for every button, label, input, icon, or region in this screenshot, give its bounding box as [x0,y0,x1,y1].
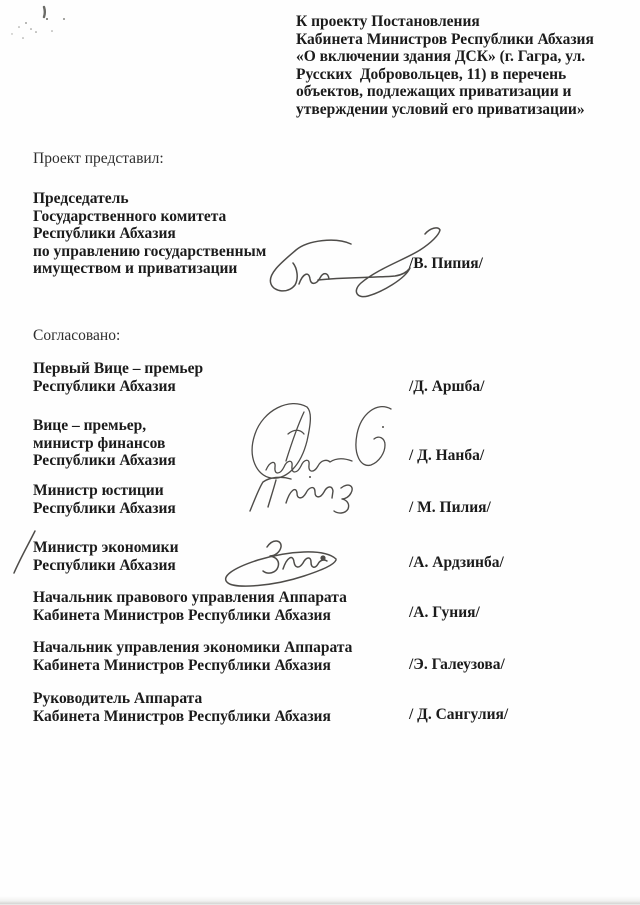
agreed-title-line: Начальник управления экономики Аппарата [33,639,353,656]
agreed-title-line: Республики Абхазия [33,556,176,574]
scan-specks [11,7,65,39]
agreed-title-line: Руководитель Аппарата [33,690,203,707]
agreed-entry [33,482,176,517]
agreed-title-line: Республики Абхазия [33,452,176,469]
signature-pilia-ink [250,477,352,513]
document-header [296,13,636,118]
presenter-title-line: Республики Абхазия [33,225,176,242]
agreed-name: / М. Пилия/ [409,499,491,516]
agreed-title-line: Начальник правового управления Аппарата [33,589,347,606]
presenter-title-line: Государственного комитета [33,207,227,225]
presenter-title-line: имуществом и приватизации [33,260,238,277]
presenter-title [33,190,266,278]
agreed-label: Согласовано: [33,327,121,344]
presenter-name: /В. Пипия/ [409,255,483,272]
header-line: утверждении условий его приватизации» [296,100,585,118]
presenter-label: Проект представил: [33,150,164,167]
signature-ardzinba-ink [226,541,336,586]
header-line: Русских Добровольцев, 11) в перечень [296,65,567,83]
agreed-title-line: Республики Абхазия [33,499,176,517]
agreed-name: /Д. Аршба/ [409,378,485,395]
agreed-title-line: Кабинета Министров Республики Абхазия [33,606,331,624]
agreed-entry [33,417,176,470]
header-line: объектов, подлежащих приватизации и [296,83,572,100]
agreed-title-line: Первый Вице – премьер [33,360,204,377]
scan-edge-artifact [0,896,640,905]
presenter-title-line: по управлению государственным [33,242,267,260]
presenter-title-line: Председатель [33,190,129,207]
agreed-title-line: Министр экономики [33,539,179,556]
agreed-title-line: министр финансов [33,434,166,452]
agreed-title-line: Кабинета Министров Республики Абхазия [33,656,331,674]
agreed-entry [33,639,352,674]
agreed-entry [33,360,203,395]
agreed-name: /А. Гуния/ [409,604,480,621]
agreed-title-line: Министр юстиции [33,482,164,499]
agreed-name: /А. Ардзинба/ [409,554,504,571]
agreed-name: / Д. Сангулия/ [409,706,509,723]
agreed-entry [33,539,179,574]
agreed-title-line: Кабинета Министров Республики Абхазия [33,707,331,725]
agreed-title-line: Вице – премьер, [33,417,147,434]
header-line: Кабинета Министров Республики Абхазия [296,30,594,48]
agreed-name: /Э. Галеузова/ [409,656,505,673]
pen-slash-mark [14,531,35,573]
signature-nanba-ink [252,404,391,479]
agreed-entry [33,589,347,624]
header-line: К проекту Постановления [296,13,480,30]
agreed-entry [33,690,331,725]
header-line: «О включении здания ДСК» (г. Гагра, ул. [296,48,586,65]
agreed-title-line: Республики Абхазия [33,377,176,395]
agreed-name: / Д. Нанба/ [409,447,485,464]
